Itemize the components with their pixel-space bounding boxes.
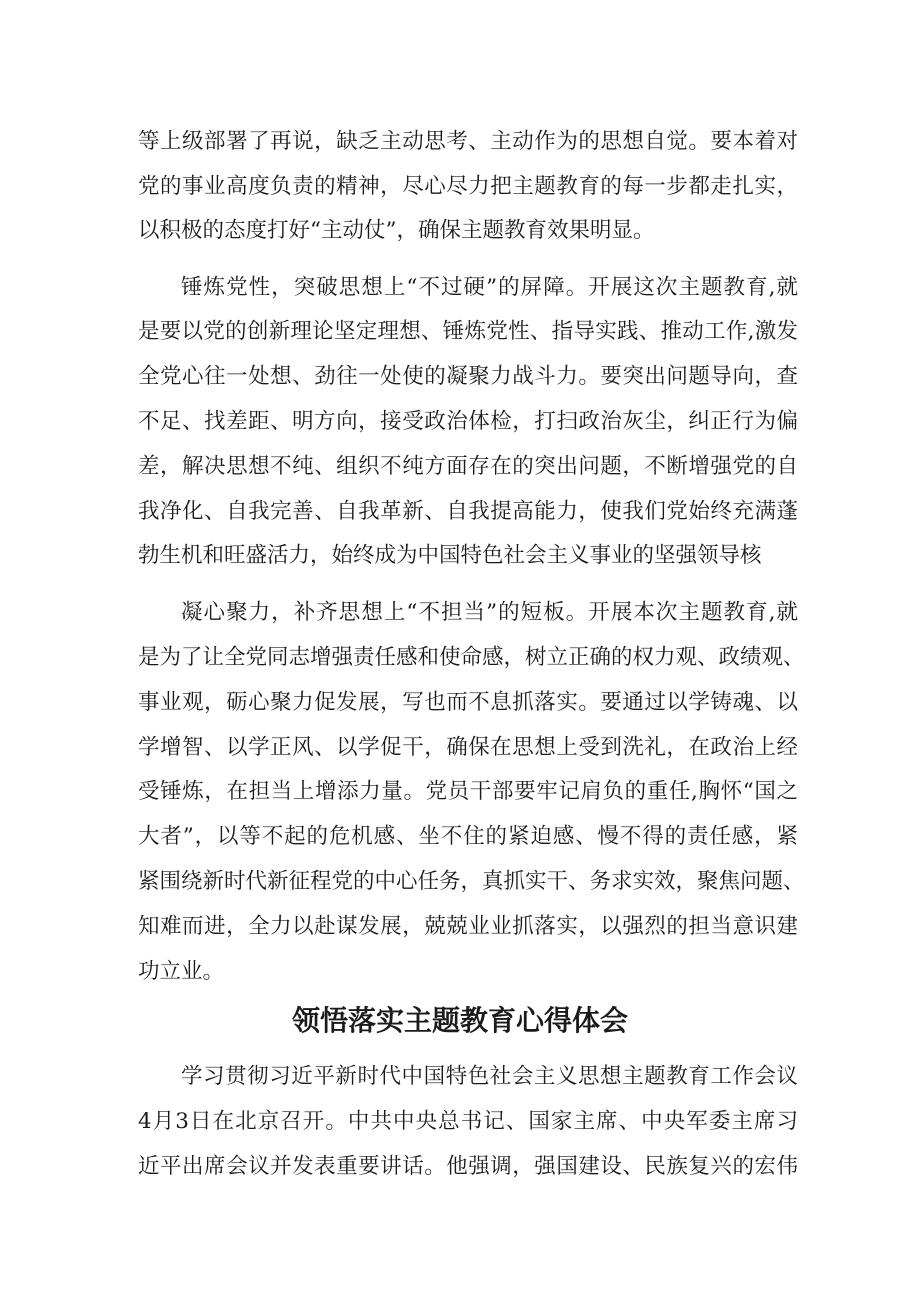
paragraph-3-line-8: 知难而进，全力以赴谋发展，兢兢业业抓落实，以强烈的担当意识建 xyxy=(138,914,798,939)
paragraph-2-line-6: 我净化、自我完善、自我革新、自我提高能力，使我们党始终充满蓬 xyxy=(138,499,798,524)
paragraph-3-line-5: 受锤炼，在担当上增添力量。党员干部要牢记肩负的重任,胸怀“国之 xyxy=(138,779,798,804)
paragraph-3-line-9: 功立业。 xyxy=(138,959,225,984)
paragraph-2-line-4: 不足、找差距、明方向，接受政治体检，打扫政治灰尘，纠正行为偏 xyxy=(138,409,798,434)
paragraph-1-line-1: 等上级部署了再说，缺乏主动思考、主动作为的思想自觉。要本着对 xyxy=(138,129,798,154)
paragraph-1-line-3: 以积极的态度打好“主动仗”，确保主题教育效果明显。 xyxy=(138,218,655,243)
closing-paragraph-line-3: 近平出席会议并发表重要讲话。他强调，强国建设、民族复兴的宏伟 xyxy=(138,1154,798,1179)
section-heading: 领悟落实主题教育心得体会 xyxy=(291,1004,628,1037)
paragraph-2-line-7: 勃生机和旺盛活力，始终成为中国特色社会主义事业的坚强领导核 xyxy=(138,543,762,568)
paragraph-3-line-1: 凝心聚力，补齐思想上“不担当”的短板。开展本次主题教育,就 xyxy=(181,600,798,625)
paragraph-3-line-3: 事业观，砺心聚力促发展，写也而不息抓落实。要通过以学铸魂、以 xyxy=(138,690,798,715)
paragraph-2-line-2: 是要以党的创新理论坚定理想、锤炼党性、指导实践、推动工作,激发 xyxy=(138,319,798,344)
paragraph-3-line-2: 是为了让全党同志增强责任感和使命感，树立正确的权力观、政绩观、 xyxy=(138,645,805,670)
paragraph-1-line-2: 党的事业高度负责的精神，尽心尽力把主题教育的每一步都走扎实， xyxy=(138,174,798,199)
closing-paragraph-line-2: 4月3日在北京召开。中共中央总书记、国家主席、中央军委主席习 xyxy=(138,1109,798,1134)
paragraph-2-line-5: 差，解决思想不纯、组织不纯方面存在的突出问题，不断增强党的自 xyxy=(138,454,798,479)
closing-paragraph-line-1: 学习贯彻习近平新时代中国特色社会主义思想主题教育工作会议 xyxy=(181,1064,798,1089)
paragraph-3-line-7: 紧围绕新时代新征程党的中心任务，真抓实干、务求实效，聚焦问题、 xyxy=(138,869,805,894)
paragraph-2-line-3: 全党心往一处想、劲往一处使的凝聚力战斗力。要突出问题导向，查 xyxy=(138,364,798,389)
paragraph-3-line-6: 大者”，以等不起的危机感、坐不住的紧迫感、慢不得的责任感，紧 xyxy=(138,824,798,849)
paragraph-3-line-4: 学增智、以学正风、以学促干，确保在思想上受到洗礼，在政治上经 xyxy=(138,735,798,760)
paragraph-2-line-1: 锤炼党性，突破思想上“不过硬”的屏障。开展这次主题教育,就 xyxy=(181,275,798,300)
